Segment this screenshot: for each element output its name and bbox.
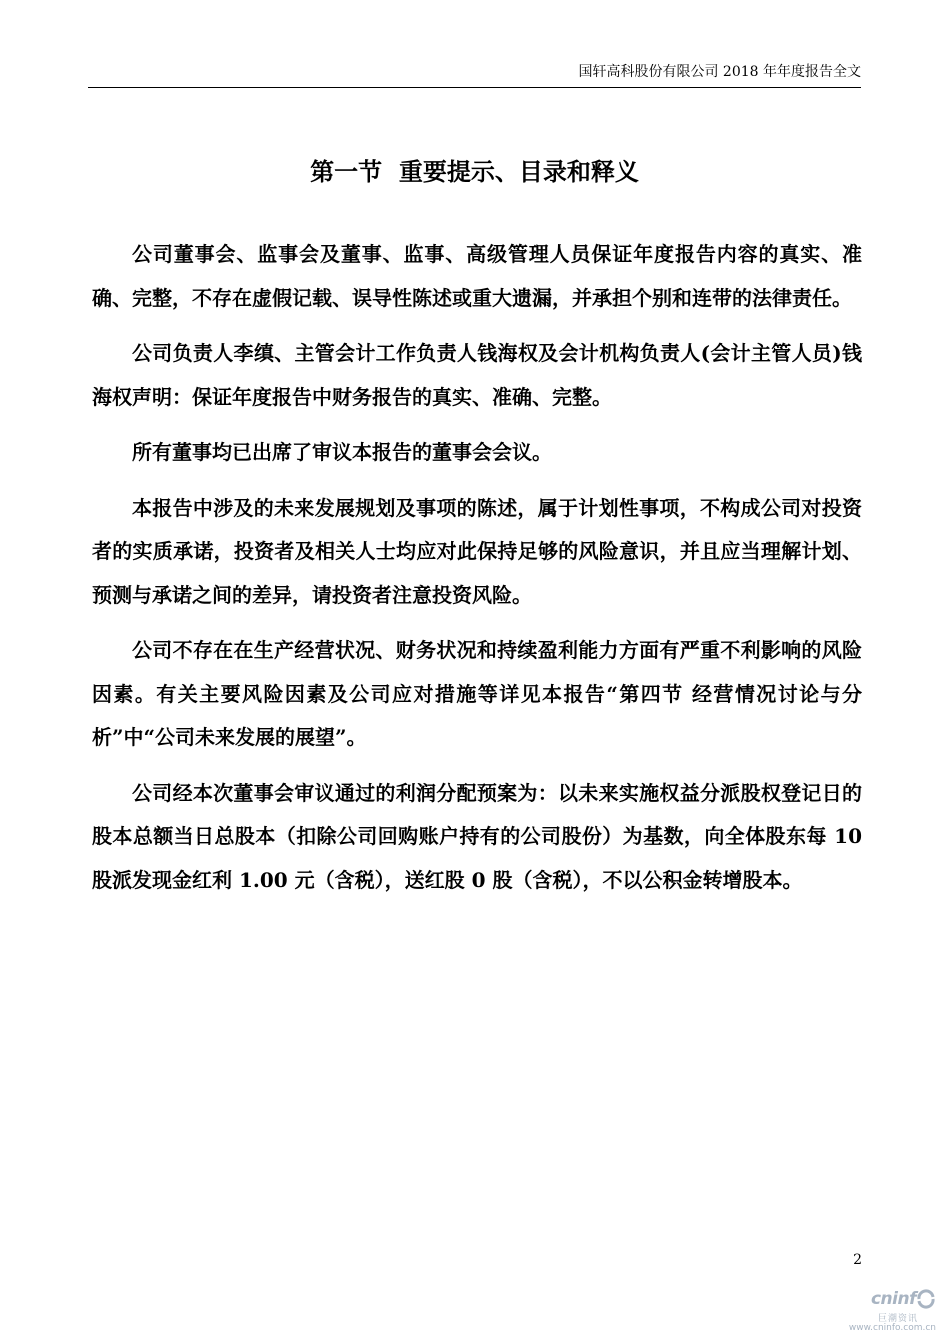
page-number: 2 xyxy=(853,1252,862,1268)
watermark-url: www.cninfo.com.cn xyxy=(848,1323,936,1333)
watermark-brand: cninf xyxy=(870,1289,916,1309)
cninfo-swirl-icon xyxy=(916,1289,936,1309)
watermark-subtitle: 巨潮资讯 xyxy=(877,1314,918,1324)
document-body xyxy=(92,233,862,914)
paragraph-attendance: 所有董事均已出席了审议本报告的董事会会议。 xyxy=(132,440,552,464)
paragraph-forward-looking: 本报告中涉及的未来发展规划及事项的陈述，属于计划性事项，不构成公司对投资者的实质承诺，投资者及相关人士均应对此保持足够的风险意识，并且应当理解计划、预测与承诺之间的差异，请投资者注意投资风险。 xyxy=(92,495,862,607)
running-header: 国轩高科股份有限公司 2018 年年度报告全文 xyxy=(578,64,861,80)
paragraph-responsibility-statement: 公司董事会、监事会及董事、监事、高级管理人员保证年度报告内容的真实、准确、完整，不存在虚假记载、误导性陈述或重大遗漏，并承担个别和连带的法律责任。 xyxy=(92,242,862,310)
paragraph-risk-factors: 公司不存在在生产经营状况、财务状况和持续盈利能力方面有严重不利影响的风险因素。有关主要风险因素及公司应对措施等详见本报告“第四节 经营情况讨论与分析”中“公司未来发展的展望”。 xyxy=(92,638,862,749)
header-divider xyxy=(88,87,861,88)
section-title: 第一节 重要提示、目录和释义 xyxy=(310,157,639,186)
paragraph-dividend-plan: 公司经本次董事会审议通过的利润分配预案为：以未来实施权益分派股权登记日的股本总额当日总股本（扣除公司回购账户持有的公司股份）为基数，向全体股东每 10 股派发现金红利 1.00 元（含税），送红股 0 股（含税），不以公积金转增股本。 xyxy=(92,780,862,892)
cninfo-watermark-logo xyxy=(840,1287,940,1337)
paragraph-officer-declaration: 公司负责人李缜、主管会计工作负责人钱海权及会计机构负责人(会计主管人员)钱海权声明：保证年度报告中财务报告的真实、准确、完整。 xyxy=(92,341,862,409)
